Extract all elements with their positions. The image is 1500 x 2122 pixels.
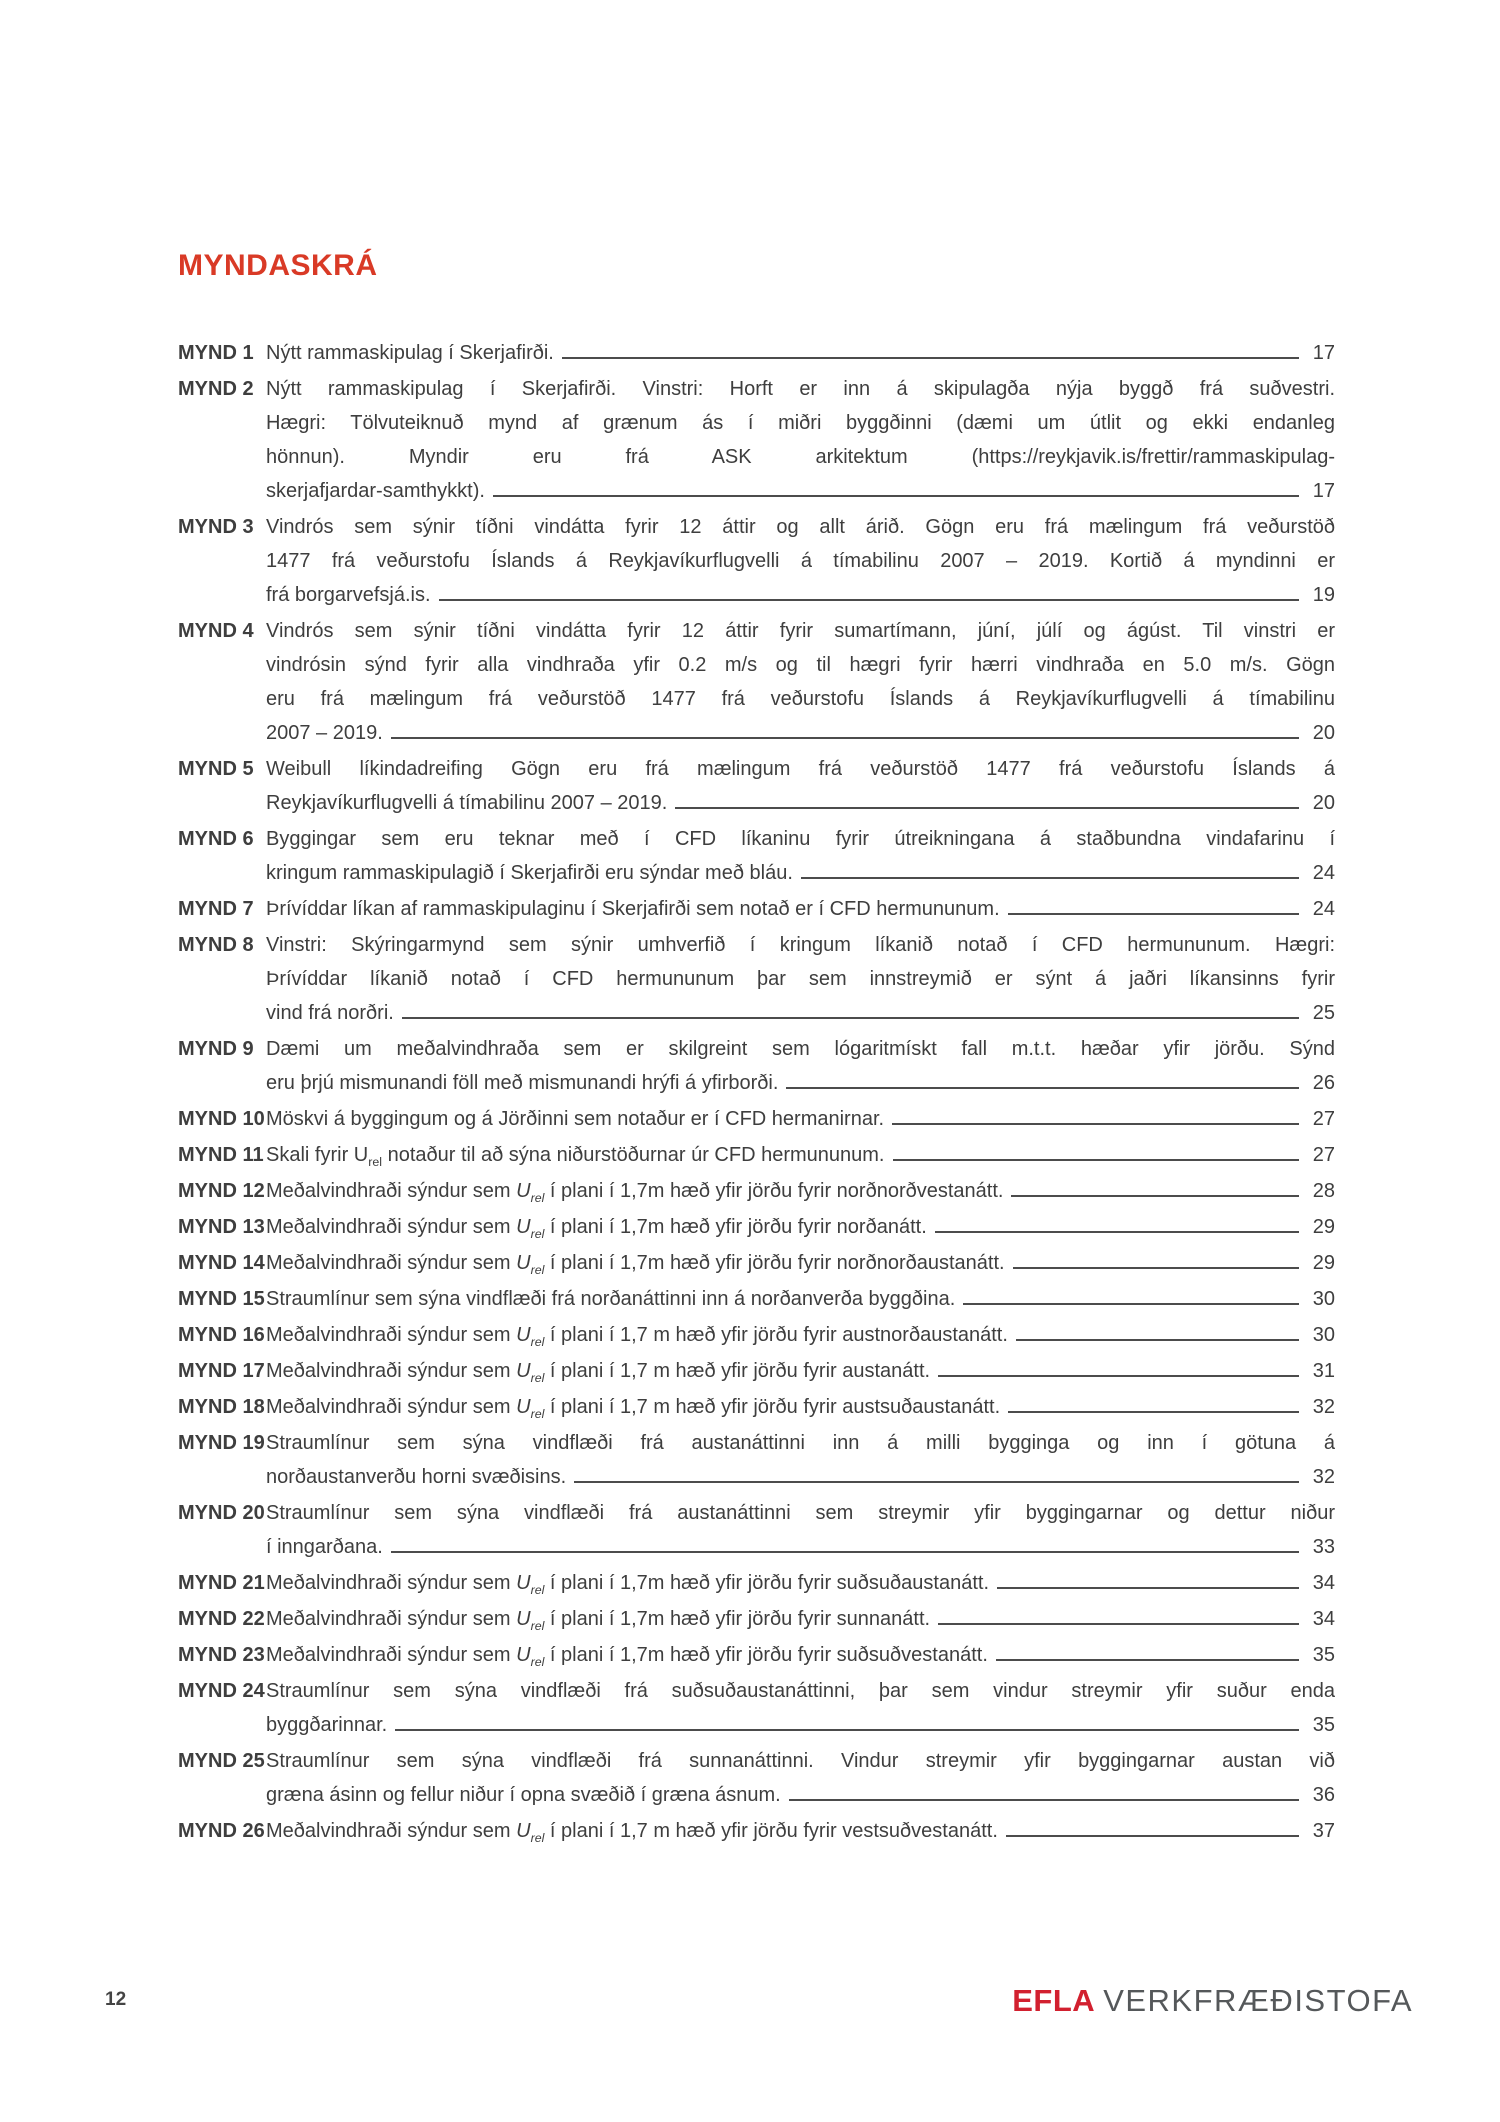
toc-entry[interactable] [178,1032,1335,1100]
toc-entry[interactable] [178,1602,1335,1636]
toc-entry[interactable] [178,1426,1335,1494]
figure-caption [266,614,1335,750]
caption-text: Meðalvindhraði sýndur sem $U_{rel}$ í plani í 1,7m hæð yfir jörðu fyrir norðnorðaustanátt. [266,1252,1005,1277]
figure-label: MYND 8 [178,934,254,956]
caption-line [266,440,1335,474]
page-reference: 24 [1312,862,1335,884]
caption-line-last [266,1318,1335,1352]
page-reference: 17 [1312,342,1335,364]
figure-label: MYND 23 [178,1644,265,1666]
leader-line [1013,1264,1299,1269]
figure-caption [266,1602,1335,1636]
page-reference: 35 [1312,1644,1335,1666]
figure-caption [266,1496,1335,1564]
caption-line-last [266,1530,1335,1564]
leader-line [574,1478,1299,1483]
toc-entry[interactable] [178,1744,1335,1812]
caption-line-last [266,1566,1335,1600]
toc-entry[interactable] [178,1674,1335,1742]
leader-line [893,1156,1300,1161]
caption-text: Þrívíddar líkanið notað í CFD hermununum þar sem innstreymið er sýnt á jaðri líkansinns fyrir [266,968,1335,990]
caption-line-last [266,892,1335,926]
figure-caption [266,1638,1335,1672]
page-reference: 30 [1312,1324,1335,1346]
leader-line [562,354,1299,359]
page-reference: 24 [1312,898,1335,920]
figure-label: MYND 3 [178,516,254,538]
caption-text: Meðalvindhraði sýndur sem $U_{rel}$ í plani í 1,7m hæð yfir jörðu fyrir norðnorðvestanátt. [266,1180,1004,1205]
leader-line [439,596,1299,601]
figure-caption [266,892,1335,926]
caption-text: Skali fyrir $U_{rel}$ notaður til að sýna niðurstöðurnar úr CFD hermununum. [266,1144,885,1169]
leader-line [1016,1336,1299,1341]
caption-text: Meðalvindhraði sýndur sem $U_{rel}$ í plani í 1,7m hæð yfir jörðu fyrir suðsuðaustanátt. [266,1572,990,1597]
caption-text: Straumlínur sem sýna vindflæði frá austanáttinni inn á milli bygginga og inn í götuna á [266,1432,1335,1454]
caption-text: norðaustanverðu horni svæðisins. [266,1466,567,1488]
figure-caption [266,1354,1335,1388]
figure-caption [266,1282,1335,1316]
caption-text: Dæmi um meðalvindhraða sem er skilgreint sem lógaritmískt fall m.t.t. hæðar yfir jörðu. Sýnd [266,1038,1335,1060]
caption-text: Möskvi á byggingum og á Jörðinni sem notaður er í CFD hermanirnar. [266,1108,885,1130]
toc-entry[interactable] [178,1102,1335,1136]
caption-text: Meðalvindhraði sýndur sem $U_{rel}$ í plani í 1,7m hæð yfir jörðu fyrir sunnanátt. [266,1608,931,1633]
caption-line-last [266,474,1335,508]
figure-label: MYND 26 [178,1820,265,1842]
caption-text: vind frá norðri. [266,1002,394,1024]
caption-line-last [266,1354,1335,1388]
figure-label: MYND 16 [178,1324,265,1346]
caption-line [266,614,1335,648]
caption-line [266,372,1335,406]
caption-line [266,752,1335,786]
caption-text: Reykjavíkurflugvelli á tímabilinu 2007 – 2019. [266,792,668,814]
leader-line [1008,1408,1299,1413]
page-reference: 26 [1312,1072,1335,1094]
page-reference: 37 [1312,1820,1335,1842]
caption-line [266,406,1335,440]
page-reference: 30 [1312,1288,1335,1310]
toc-list [178,336,1335,1848]
footer-page-number: 12 [105,1989,127,2010]
efla-logo-wordmark: EFLA [1012,1983,1096,2018]
leader-line [963,1300,1299,1305]
page-reference: 20 [1312,792,1335,814]
figure-label: MYND 22 [178,1608,265,1630]
caption-text: græna ásinn og fellur niður í opna svæðið í græna ásnum. [266,1784,781,1806]
figure-label: MYND 15 [178,1288,265,1310]
leader-line [1006,1832,1299,1837]
efla-logo-tagline: VERKFRÆÐISTOFA [1103,1983,1413,2018]
caption-text: skerjafjardar-samthykkt). [266,480,485,502]
page-reference: 29 [1312,1252,1335,1274]
caption-line [266,1032,1335,1066]
toc-entry[interactable] [178,1210,1335,1244]
figure-label: MYND 10 [178,1108,265,1130]
caption-text: Byggingar sem eru teknar með í CFD líkaninu fyrir útreikningana á staðbundna vindafarinu í [266,828,1335,850]
toc-entry[interactable] [178,892,1335,926]
figure-caption [266,1744,1335,1812]
figure-label: MYND 4 [178,620,254,642]
caption-line [266,1496,1335,1530]
caption-text: Nýtt rammaskipulag í Skerjafirði. Vinstri: Horft er inn á skipulagða nýja byggð frá suðvestri. [266,378,1335,400]
page-reference: 27 [1312,1108,1335,1130]
toc-entry[interactable] [178,1354,1335,1388]
caption-line-last [266,1460,1335,1494]
caption-line-last [266,578,1335,612]
page-reference: 32 [1312,1466,1335,1488]
page-reference: 35 [1312,1714,1335,1736]
toc-entry[interactable] [178,1174,1335,1208]
figure-label: MYND 25 [178,1750,265,1772]
leader-line [493,492,1299,497]
page-content [178,248,1335,1850]
caption-line [266,544,1335,578]
toc-entry[interactable] [178,1282,1335,1316]
caption-line-last [266,1602,1335,1636]
figure-caption [266,1138,1335,1172]
leader-line [997,1584,1299,1589]
page-reference: 20 [1312,722,1335,744]
caption-text: Straumlínur sem sýna vindflæði frá norðanáttinni inn á norðanverða byggðina. [266,1288,956,1310]
caption-line [266,648,1335,682]
caption-text: 2007 – 2019. [266,722,383,744]
leader-line [801,874,1299,879]
caption-line-last [266,1778,1335,1812]
caption-text: Hægri: Tölvuteiknuð mynd af grænum ás í miðri byggðinni (dæmi um útlit og ekki endanleg [266,412,1335,434]
leader-line [395,1726,1299,1731]
caption-line-last [266,1246,1335,1280]
toc-entry[interactable] [178,336,1335,370]
leader-line [789,1796,1299,1801]
caption-line [266,1674,1335,1708]
toc-entry[interactable] [178,1638,1335,1672]
caption-text: frá borgarvefsjá.is. [266,584,431,606]
caption-text: hönnun). Myndir eru frá ASK arkitektum (https://reykjavik.is/frettir/rammaskipulag- [266,446,1335,468]
figure-label: MYND 6 [178,828,254,850]
figure-caption [266,1102,1335,1136]
caption-text: eru frá mælingum frá veðurstöð 1477 frá veðurstofu Íslands á Reykjavíkurflugvelli á tímabilinu [266,688,1335,710]
figure-label: MYND 13 [178,1216,265,1238]
leader-line [935,1228,1299,1233]
toc-entry[interactable] [178,614,1335,750]
caption-text: kringum rammaskipulagið í Skerjafirði eru sýndar með bláu. [266,862,793,884]
figure-caption [266,372,1335,508]
leader-line [938,1620,1299,1625]
caption-text: Meðalvindhraði sýndur sem $U_{rel}$ í plani í 1,7 m hæð yfir jörðu fyrir vestsuðvestanátt. [266,1820,998,1845]
caption-line-last [266,1390,1335,1424]
caption-text: byggðarinnar. [266,1714,388,1736]
page-reference: 32 [1312,1396,1335,1418]
figure-caption [266,1032,1335,1100]
caption-text: Vindrós sem sýnir tíðni vindátta fyrir 12 áttir og allt árið. Gögn eru frá mælingum frá veðurstöð [266,516,1335,538]
caption-text: 1477 frá veðurstofu Íslands á Reykjavíkurflugvelli á tímabilinu 2007 – 2019. Kortið á myndinni er [266,550,1335,572]
figure-caption [266,1390,1335,1424]
page-reference: 28 [1312,1180,1335,1202]
leader-line [938,1372,1299,1377]
figure-caption [266,1318,1335,1352]
caption-line-last [266,1814,1335,1848]
toc-entry[interactable] [178,1390,1335,1424]
figure-caption [266,752,1335,820]
toc-entry[interactable] [178,1138,1335,1172]
page-reference: 31 [1312,1360,1335,1382]
caption-text: Straumlínur sem sýna vindflæði frá suðsuðaustanáttinni, þar sem vindur streymir yfir suður enda [266,1680,1335,1702]
leader-line [391,1548,1299,1553]
caption-text: Straumlínur sem sýna vindflæði frá austanáttinni sem streymir yfir byggingarnar og dettur niður [266,1502,1335,1524]
toc-entry[interactable] [178,1814,1335,1848]
caption-text: eru þrjú mismunandi föll með mismunandi hrýfi á yfirborði. [266,1072,779,1094]
caption-line [266,510,1335,544]
figure-label: MYND 24 [178,1680,265,1702]
caption-text: Meðalvindhraði sýndur sem $U_{rel}$ í plani í 1,7 m hæð yfir jörðu fyrir austsuðaustanátt. [266,1396,1001,1421]
page-reference: 36 [1312,1784,1335,1806]
caption-line-last [266,1066,1335,1100]
caption-line [266,1744,1335,1778]
caption-line-last [266,1708,1335,1742]
figure-label: MYND 17 [178,1360,265,1382]
leader-line [892,1120,1299,1125]
figure-label: MYND 7 [178,898,254,920]
figure-label: MYND 14 [178,1252,265,1274]
figure-caption [266,1674,1335,1742]
figure-caption [266,1426,1335,1494]
figure-label: MYND 1 [178,342,254,364]
figure-label: MYND 9 [178,1038,254,1060]
caption-text: Vinstri: Skýringarmynd sem sýnir umhverfið í kringum líkanið notað í CFD hermununum. Hægri: [266,934,1335,956]
caption-line-last [266,996,1335,1030]
caption-text: Meðalvindhraði sýndur sem $U_{rel}$ í plani í 1,7 m hæð yfir jörðu fyrir austanátt. [266,1360,931,1385]
toc-entry[interactable] [178,1318,1335,1352]
page-reference: 27 [1312,1144,1335,1166]
caption-text: Meðalvindhraði sýndur sem $U_{rel}$ í plani í 1,7m hæð yfir jörðu fyrir norðanátt. [266,1216,927,1241]
caption-line [266,928,1335,962]
figure-caption [266,928,1335,1030]
page-reference: 19 [1312,584,1335,606]
leader-line [1011,1192,1299,1197]
toc-entry[interactable] [178,1566,1335,1600]
figure-label: MYND 11 [178,1144,264,1166]
caption-text: Vindrós sem sýnir tíðni vindátta fyrir 12 áttir fyrir sumartímann, júní, júlí og ágúst. Til vinstri er [266,620,1335,642]
leader-line [391,734,1299,739]
page-reference: 17 [1312,480,1335,502]
leader-line [996,1656,1299,1661]
leader-line [402,1014,1299,1019]
caption-line-last [266,856,1335,890]
caption-text: Þrívíddar líkan af rammaskipulaginu í Skerjafirði sem notað er í CFD hermununum. [266,898,1000,920]
caption-line-last [266,1210,1335,1244]
caption-line [266,822,1335,856]
caption-text: Straumlínur sem sýna vindflæði frá sunnanáttinni. Vindur streymir yfir byggingarnar austan við [266,1750,1335,1772]
caption-line-last [266,1174,1335,1208]
figure-caption [266,1566,1335,1600]
caption-text: Meðalvindhraði sýndur sem $U_{rel}$ í plani í 1,7m hæð yfir jörðu fyrir suðsuðvestanátt. [266,1644,988,1669]
leader-line [786,1084,1299,1089]
page-reference: 34 [1312,1608,1335,1630]
toc-entry[interactable] [178,752,1335,820]
figure-caption [266,1814,1335,1848]
toc-entry[interactable] [178,510,1335,612]
figure-label: MYND 18 [178,1396,265,1418]
caption-line-last [266,1102,1335,1136]
caption-text: Meðalvindhraði sýndur sem $U_{rel}$ í plani í 1,7 m hæð yfir jörðu fyrir austnorðaustanátt. [266,1324,1008,1349]
caption-line-last [266,786,1335,820]
figure-label: MYND 12 [178,1180,265,1202]
caption-line-last [266,1638,1335,1672]
efla-logo [1012,1984,1413,2018]
caption-line [266,682,1335,716]
figure-label: MYND 20 [178,1502,265,1524]
leader-line [1008,910,1299,915]
caption-text: í inngarðana. [266,1536,383,1558]
page-title: MYNDASKRÁ [178,249,378,282]
page-reference: 33 [1312,1536,1335,1558]
figure-caption [266,1210,1335,1244]
page-reference: 34 [1312,1572,1335,1594]
caption-line-last [266,1138,1335,1172]
page-reference: 25 [1312,1002,1335,1024]
toc-entry[interactable] [178,928,1335,1030]
caption-text: vindrósin sýnd fyrir alla vindhraða yfir 0.2 m/s og til hægri fyrir hærri vindhraða en 5.0 m/s. Gögn [266,654,1335,676]
toc-entry[interactable] [178,1496,1335,1564]
page-reference: 29 [1312,1216,1335,1238]
figure-label: MYND 19 [178,1432,265,1454]
caption-line-last [266,716,1335,750]
figure-label: MYND 5 [178,758,254,780]
caption-line [266,1426,1335,1460]
toc-entry[interactable] [178,822,1335,890]
figure-label: MYND 21 [178,1572,265,1594]
caption-text: Nýtt rammaskipulag í Skerjafirði. [266,342,554,364]
toc-entry[interactable] [178,1246,1335,1280]
caption-line-last [266,336,1335,370]
caption-line [266,962,1335,996]
figure-caption [266,822,1335,890]
figure-caption [266,1246,1335,1280]
figure-caption [266,1174,1335,1208]
caption-line-last [266,1282,1335,1316]
figure-caption [266,336,1335,370]
figure-label: MYND 2 [178,378,254,400]
leader-line [675,804,1299,809]
caption-text: Weibull líkindadreifing Gögn eru frá mælingum frá veðurstöð 1477 frá veðurstofu Íslands á [266,758,1335,780]
toc-entry[interactable] [178,372,1335,508]
figure-caption [266,510,1335,612]
